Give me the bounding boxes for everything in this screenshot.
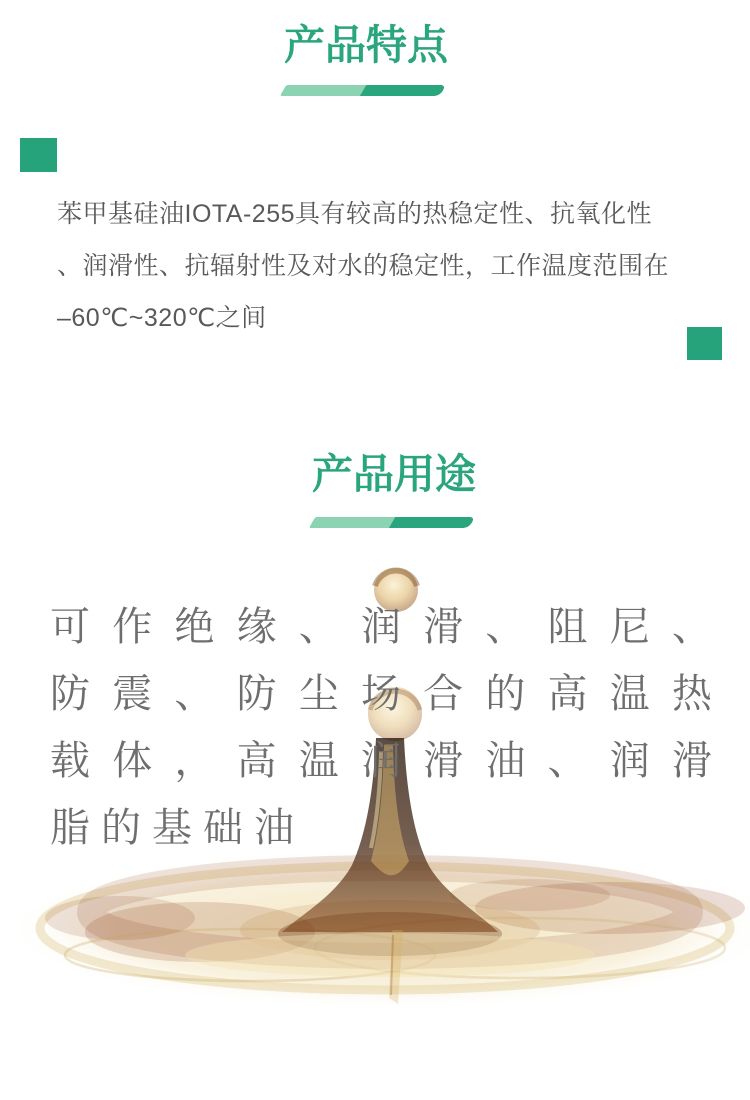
feature-paragraph-line: –60℃~320℃之间: [57, 304, 267, 332]
usage-char: 体: [112, 739, 153, 783]
section-title-usage: 产品用途: [312, 451, 476, 497]
decor-square-left: [20, 138, 57, 172]
feature-paragraph-line: 苯甲基硅油IOTA-255具有较高的热稳定性、抗氧化性: [57, 200, 653, 228]
usage-char: 、: [485, 605, 526, 649]
usage-char: 、: [671, 605, 712, 649]
usage-char: 震: [112, 672, 153, 716]
usage-text-line: [50, 728, 712, 795]
usage-char: 绝: [174, 605, 215, 649]
usage-char: 场: [360, 672, 401, 716]
usage-char: 载: [50, 739, 90, 783]
usage-char: 合: [423, 672, 464, 716]
underline-left-segment: [309, 517, 395, 528]
usage-text-line: [50, 661, 712, 728]
usage-char: 阻: [547, 605, 588, 649]
usage-char: 的: [485, 672, 526, 716]
usage-char: ，: [174, 739, 215, 783]
usage-char: 滑: [423, 605, 464, 649]
usage-char: 作: [112, 605, 153, 649]
usage-char: 润: [360, 739, 401, 783]
usage-char: 高: [236, 739, 277, 783]
usage-char: 可: [50, 605, 90, 649]
section-title-features: 产品特点: [284, 22, 448, 68]
feature-paragraph-line: 、润滑性、抗辐射性及对水的稳定性，工作温度范围在: [57, 252, 670, 280]
feature-paragraph: [57, 188, 717, 344]
usage-char: 滑: [671, 739, 712, 783]
usage-char: 防: [236, 672, 277, 716]
underline-right-segment: [389, 517, 475, 528]
title-underline-features: [280, 85, 446, 96]
usage-char: 润: [609, 739, 650, 783]
usage-char: 、: [547, 739, 588, 783]
usage-char: 滑: [423, 739, 464, 783]
underline-left-segment: [280, 85, 366, 96]
usage-char: 、: [298, 605, 339, 649]
usage-char: 、: [174, 672, 215, 716]
usage-char: 防: [50, 672, 90, 716]
usage-char: 润: [360, 605, 401, 649]
usage-char: 高: [547, 672, 588, 716]
usage-char: 温: [298, 739, 339, 783]
title-underline-usage: [309, 517, 475, 528]
usage-text: [50, 594, 712, 862]
usage-char: 缘: [236, 605, 277, 649]
usage-char: 尼: [609, 605, 650, 649]
usage-char: 油: [485, 739, 526, 783]
usage-text-line: [50, 594, 712, 661]
decor-square-right: [687, 327, 722, 360]
usage-char: 尘: [298, 672, 339, 716]
usage-text-line: 脂的基础油: [50, 806, 305, 850]
usage-char: 温: [609, 672, 650, 716]
usage-char: 热: [671, 672, 712, 716]
underline-right-segment: [360, 85, 446, 96]
